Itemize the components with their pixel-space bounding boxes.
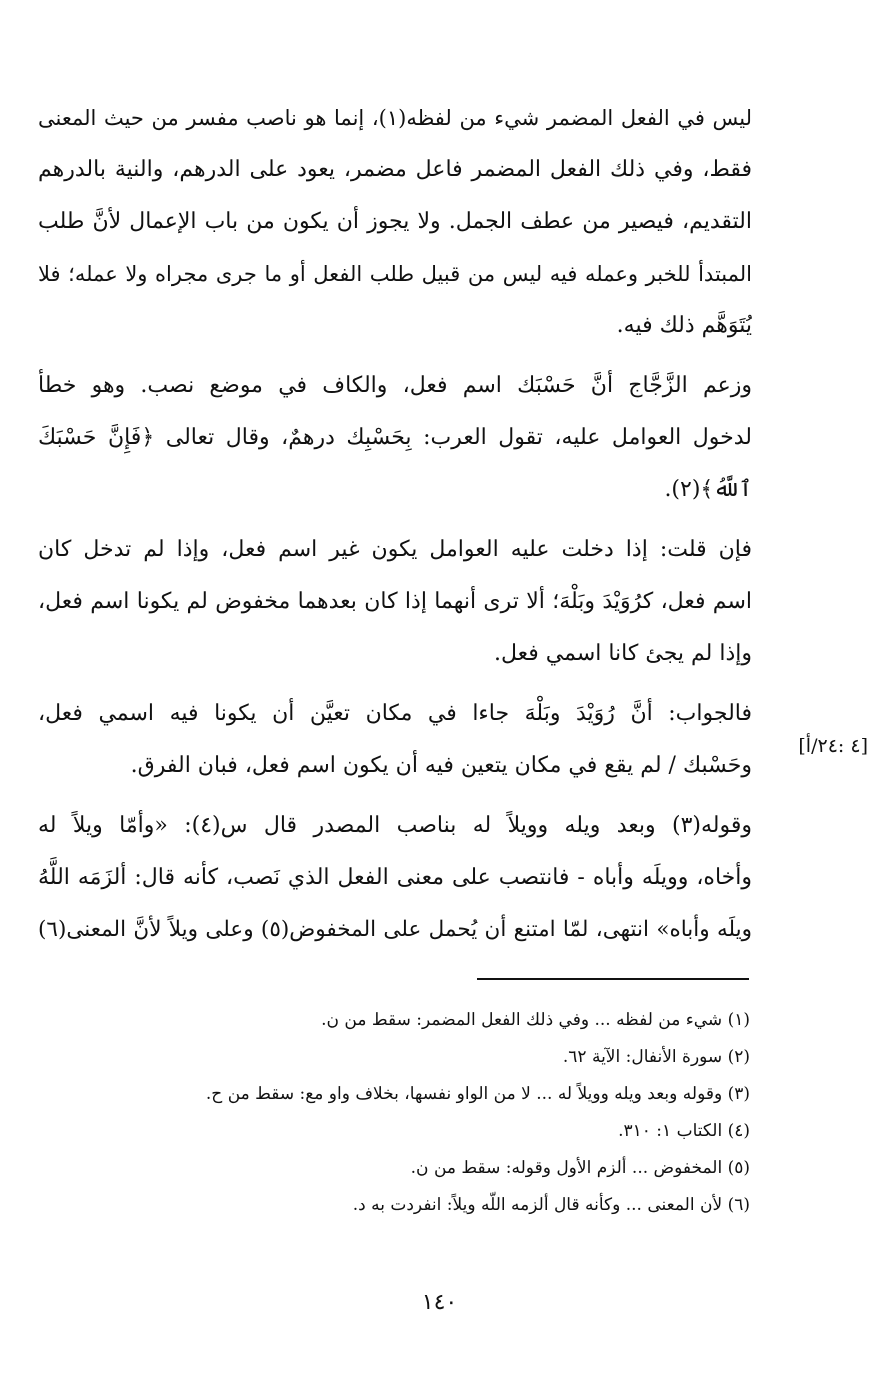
footnote: (٤) الكتاب ١: ٣١٠. [618,1121,750,1141]
footnote: (٢) سورة الأنفال: الآية ٦٢. [562,1047,750,1067]
manuscript-folio-note: [٤ :٢٤/أ] [798,735,868,757]
paragraph [38,800,752,956]
text-line: وقوله(٣) وبعد ويله وويلاً له بناصب المصدر قال س(٤): «وأمّا ويلاً له [38,813,752,838]
text-line: لدخول العوامل عليه، تقول العرب: بِحَسْبِك درهمٌ، وقال تعالى ﴿فَإِنَّ حَسْبَكَ [38,425,752,450]
text-line: اسم فعل، كرُوَيْدَ وبَلْهَ؛ ألا ترى أنهما إذا كان بعدهما مخفوض لم يكونا اسم فعل، [38,589,752,614]
text-line: ٱللَّهُ﴾(٢). [664,477,752,502]
text-line: يُتَوَهَّم ذلك فيه. [616,313,752,338]
footnote: (٣) وقوله وبعد ويله وويلاً له ... لا من الواو نفسها، بخلاف واو مع: سقط من ح. [205,1084,750,1104]
text-line: فالجواب: أنَّ رُوَيْدَ وبَلْهَ جاءا في مكان تعيَّن أن يكونا فيه اسمي فعل، [38,701,752,726]
text-line: المبتدأ للخبر وعمله فيه ليس من قبيل طلب الفعل أو ما جرى مجراه ولا عمله؛ فلا [38,262,752,286]
text-line: ليس في الفعل المضمر شيء من لفظه(١)، إنما هو ناصب مفسر من حيث المعنى [38,106,752,130]
text-line: وزعم الزَّجَّاج أنَّ حَسْبَك اسم فعل، والكاف في موضع نصب. وهو خطأ [38,373,752,398]
footnote: (١) شيء من لفظه ... وفي ذلك الفعل المضمر: سقط من ن. [321,1010,750,1030]
text-line: التقديم، فيصير من عطف الجمل. ولا يجوز أن يكون من باب الإعمال لأنَّ طلب [38,209,752,234]
paragraph [38,360,752,516]
text-line: ويلَه وأباه» انتهى، لمّا امتنع أن يُحمل على المخفوض(٥) وعلى ويلاً لأنَّ المعنى(٦) [38,917,752,942]
text-line: وإذا لم يجئ كانا اسمي فعل. [493,641,752,666]
text-line: وأخاه، وويلَه وأباه - فانتصب على معنى الفعل الذي نَصب، كأنه قال: ألزَمَه اللَّهُ [38,865,752,890]
text-line: وحَسْبك / لم يقع في مكان يتعين فيه أن يكون اسم فعل، فبان الفرق. [130,753,752,778]
footnote: (٥) المخفوض ... ألزم الأول وقوله: سقط من ن. [410,1158,750,1178]
paragraph [38,524,752,680]
text-line: فإن قلت: إذا دخلت عليه العوامل يكون غير اسم فعل، وإذا لم تدخل كان [38,537,752,562]
page-number: ١٤٠ [421,1290,458,1315]
text-line: فقط، وفي ذلك الفعل المضمر فاعل مضمر، يعود على الدرهم، والنية بالدرهم [38,157,752,182]
footnote: (٦) لأن المعنى ... وكأنه قال ألزمه اللّه ويلاً: انفردت به د. [352,1195,750,1215]
paragraph [38,92,752,352]
paragraph [38,688,752,792]
footnote-divider [477,978,749,980]
main-text [38,92,752,956]
footnotes [80,1002,750,1224]
